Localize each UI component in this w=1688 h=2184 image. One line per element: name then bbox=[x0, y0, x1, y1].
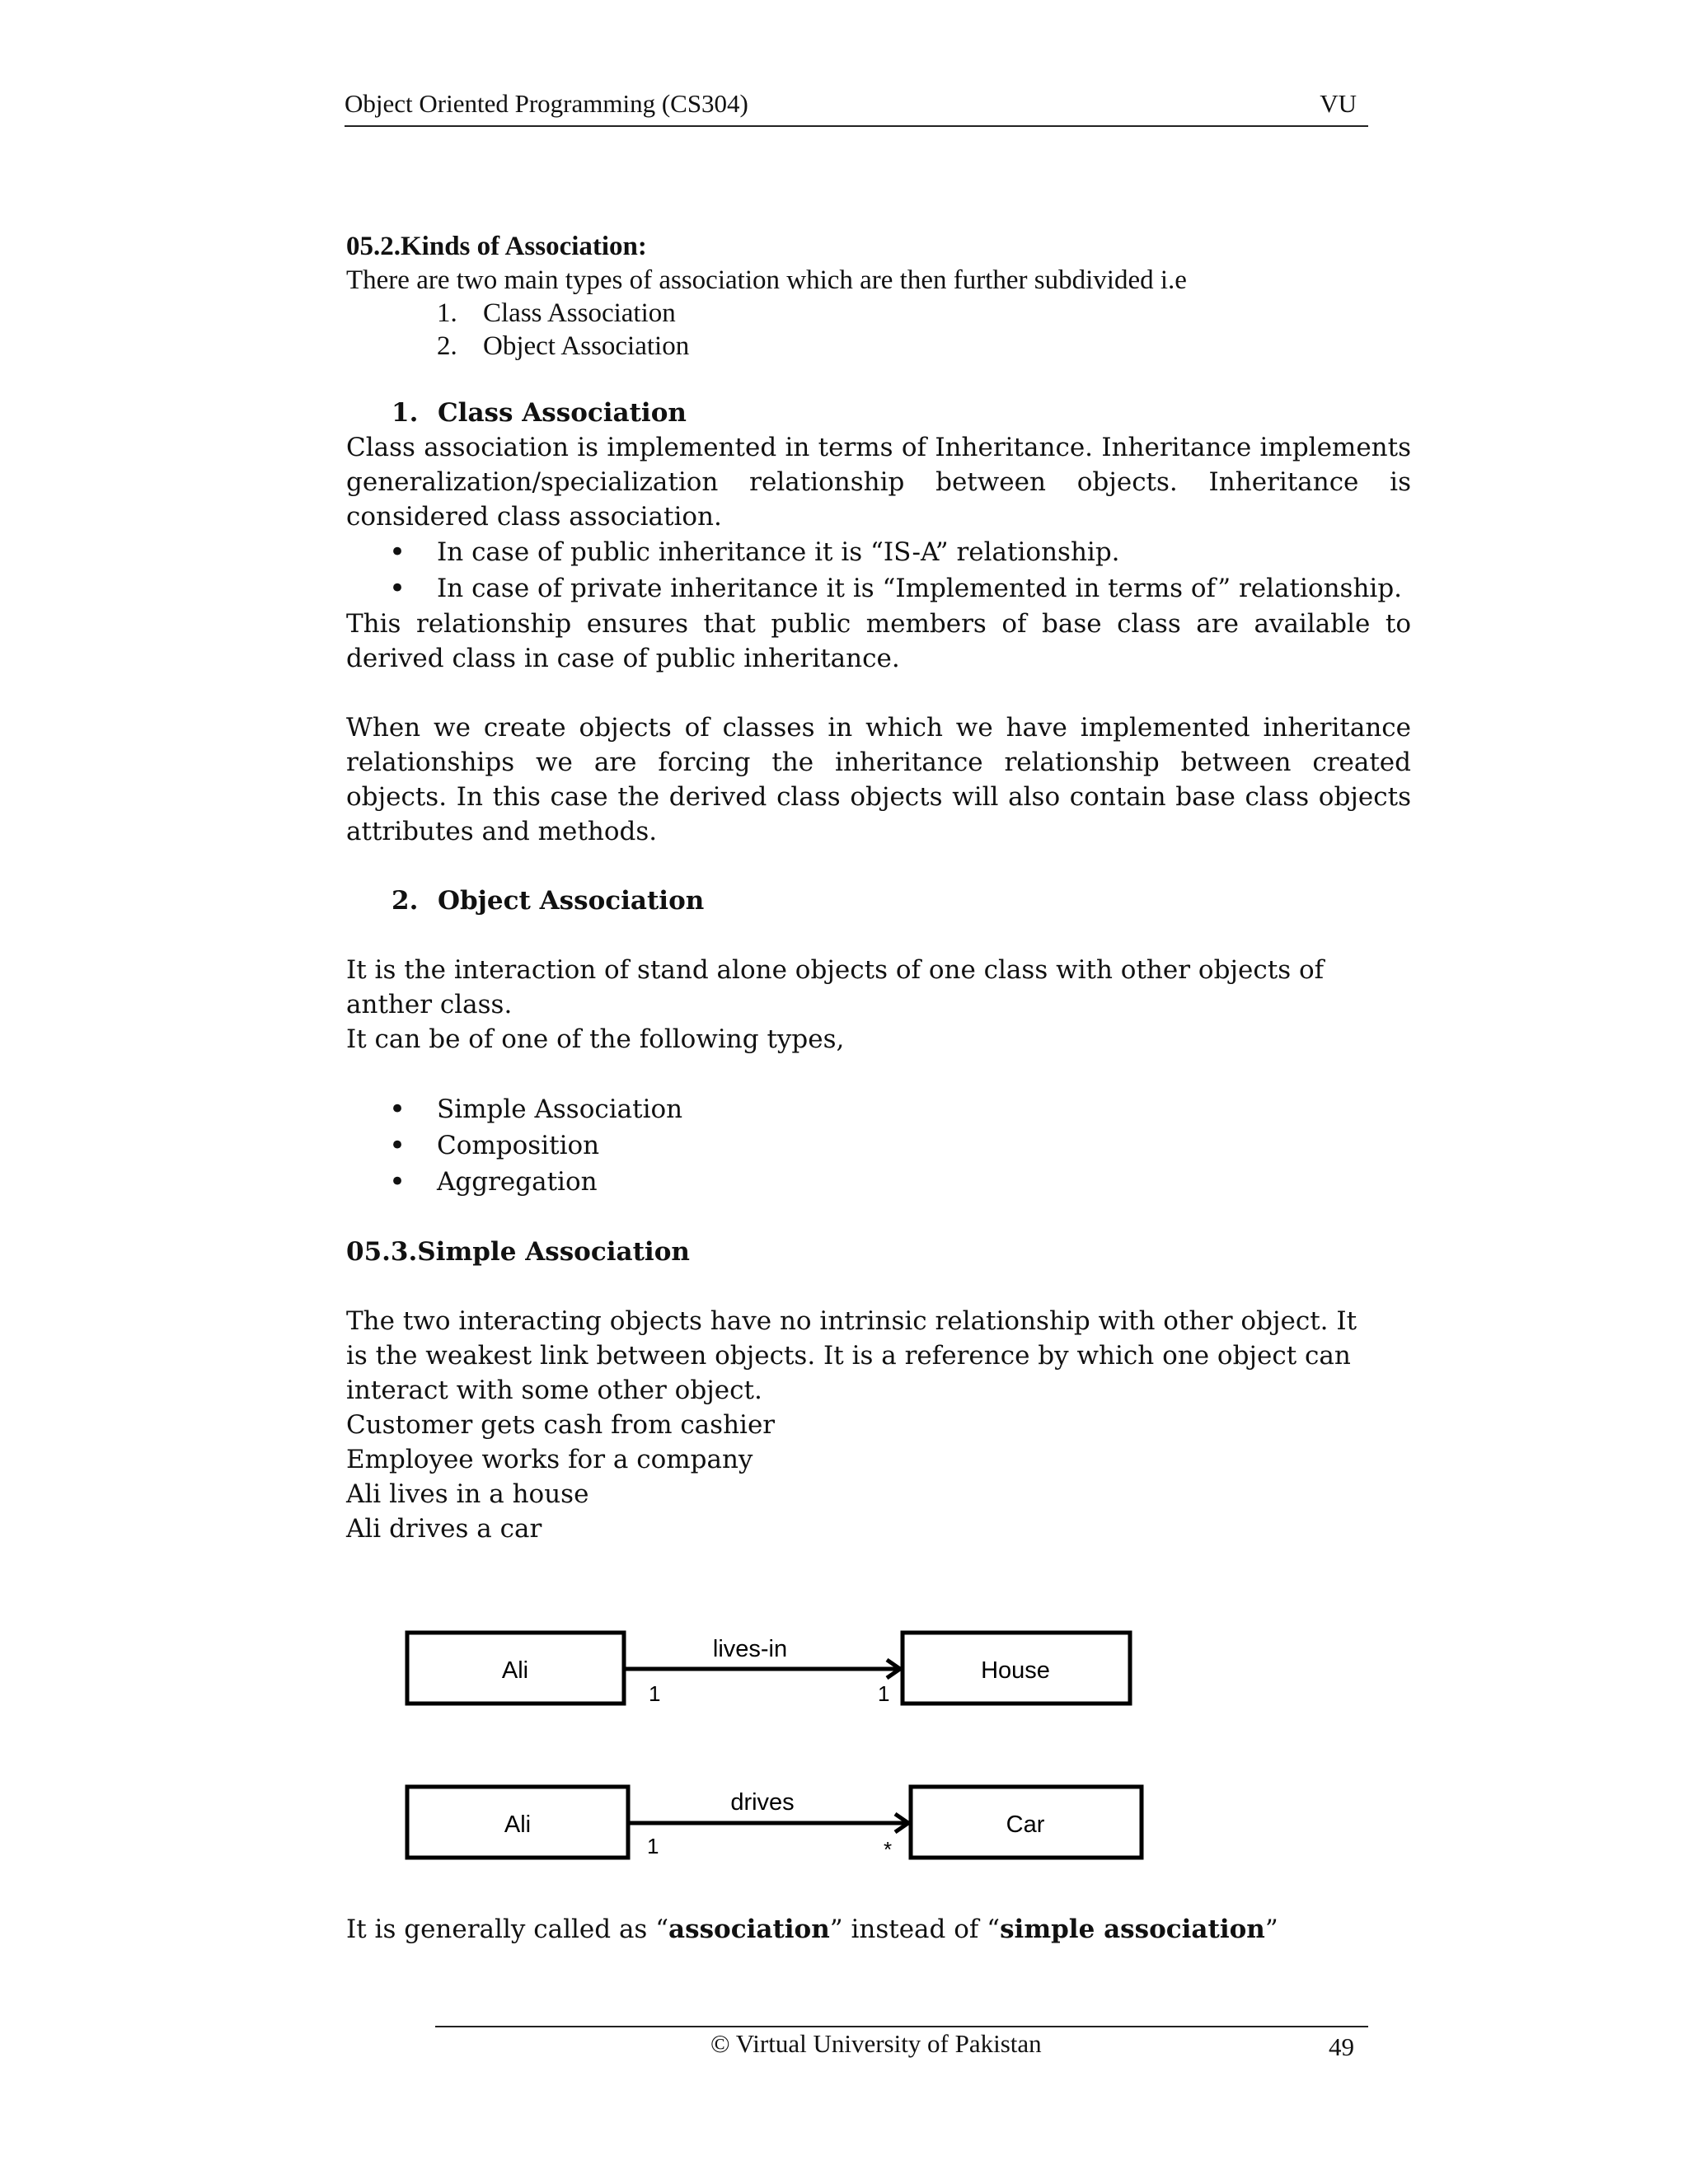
page-header bbox=[345, 89, 1368, 127]
section-heading-kinds-of-association: 05.2.Kinds of Association: bbox=[346, 232, 647, 261]
list-item: • In case of private inheritance it is “Implemented in terms of” relationship. bbox=[346, 570, 1411, 607]
header-course-title: Object Oriented Programming (CS304) bbox=[345, 89, 748, 118]
closing-sentence: It is generally called as “association” instead of “simple association” bbox=[346, 1915, 1278, 1944]
class-box-label: House bbox=[981, 1657, 1050, 1684]
footer-rule bbox=[435, 2026, 1368, 2027]
object-association-paragraph-1: It is the interaction of stand alone objects of one class with other objects of anther class. bbox=[346, 955, 1325, 1019]
subsection-heading-class-association: 1. Class Association bbox=[392, 398, 687, 428]
list-item: • Composition bbox=[346, 1127, 1411, 1164]
class-association-paragraph-2: This relationship ensures that public members of base class are available to derived class in case of public inheritance. bbox=[346, 609, 1411, 673]
list-item: • In case of public inheritance it is “IS-A” relationship. bbox=[346, 534, 1411, 570]
association-label: drives bbox=[730, 1789, 795, 1816]
multiplicity-label: 1 bbox=[647, 1834, 659, 1858]
kinds-intro-text: There are two main types of association which are then further subdivided i.e bbox=[346, 265, 1187, 295]
object-association-types-list bbox=[346, 1091, 1411, 1200]
simple-association-paragraph: The two interacting objects have no intrinsic relationship with other object. It is the weakest link between objects. It is a reference by which one object can interact with some other object. bbox=[346, 1306, 1357, 1405]
association-diagram bbox=[396, 1615, 1154, 1871]
page-number: 49 bbox=[1329, 2032, 1354, 2061]
example-line: Customer gets cash from cashier bbox=[346, 1410, 776, 1440]
footer-copyright: © Virtual University of Pakistan bbox=[710, 2029, 1042, 2058]
class-association-paragraph-3: When we create objects of classes in which we have implemented inheritance relationships we are forcing the inheritance relationship between created objects. In this case the derived class objects will also contain base class objects attributes and methods. bbox=[346, 713, 1411, 846]
bold-term: association bbox=[668, 1915, 830, 1944]
association-types-list bbox=[346, 297, 1411, 363]
multiplicity-label: * bbox=[884, 1837, 893, 1862]
list-item: 2. Object Association bbox=[437, 331, 690, 361]
section-heading-simple-association: 05.3.Simple Association bbox=[346, 1237, 690, 1267]
list-item: • Aggregation bbox=[346, 1164, 1411, 1200]
class-box-label: Ali bbox=[501, 1657, 529, 1684]
example-line: Employee works for a company bbox=[346, 1445, 753, 1474]
class-association-paragraph-1: Class association is implemented in terms of Inheritance. Inheritance implements generalization/specialization relationship between objects. Inheritance is considered class association. bbox=[346, 433, 1411, 532]
association-label: lives-in bbox=[712, 1636, 788, 1662]
multiplicity-label: 1 bbox=[649, 1681, 661, 1706]
example-line: Ali drives a car bbox=[346, 1514, 542, 1544]
class-association-bullets bbox=[346, 534, 1411, 607]
class-box-label: Ali bbox=[504, 1811, 532, 1838]
class-box-label: Car bbox=[1006, 1811, 1045, 1838]
header-institution: VU bbox=[1320, 89, 1357, 118]
list-item: • Simple Association bbox=[346, 1091, 1411, 1127]
list-item: 1. Class Association bbox=[437, 298, 676, 328]
multiplicity-label: 1 bbox=[878, 1681, 890, 1706]
object-association-paragraph-2: It can be of one of the following types, bbox=[346, 1024, 845, 1054]
bold-term: simple association bbox=[1000, 1915, 1265, 1944]
page-content bbox=[346, 229, 1411, 1546]
subsection-heading-object-association: 2. Object Association bbox=[392, 886, 705, 916]
example-line: Ali lives in a house bbox=[346, 1479, 589, 1509]
